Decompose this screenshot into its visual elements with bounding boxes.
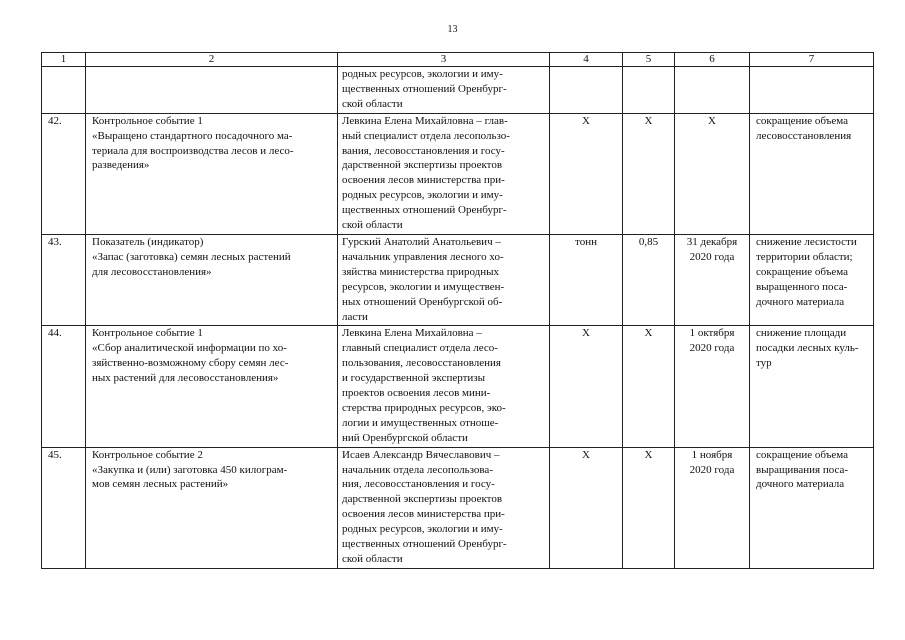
cell-text-line: Контрольное событие 1 — [92, 114, 203, 127]
cell-text-line: освоения лесов министерства при- — [342, 508, 505, 521]
cell-text-line: 1 ноября — [691, 448, 733, 461]
cell-text-line: «Сбор аналитической информации по хо- — [92, 342, 287, 355]
cell-text-line: мов семян лесных растений» — [92, 478, 229, 491]
value-cell: 0,85 — [623, 234, 675, 325]
page-number: 13 — [447, 24, 458, 35]
cell-text-line: Левкина Елена Михайловна – глав- — [342, 114, 508, 127]
cell-text-line: территории области; — [756, 250, 853, 263]
cell-text-line: Х — [708, 114, 716, 127]
event-cell — [86, 113, 338, 234]
row-number-cell: 42. — [42, 113, 86, 234]
cell-text-line: териала для воспроизводства лесов и лесо- — [92, 144, 294, 157]
date-cell — [675, 447, 750, 568]
cell-text-line: «Запас (заготовка) семян лесных растений — [92, 250, 291, 263]
cell-text-line: Контрольное событие 2 — [92, 448, 203, 461]
cell-text-line: вания, лесовосстановления и госу- — [342, 144, 505, 157]
cell-text-line: Левкина Елена Михайловна – — [342, 327, 482, 340]
risk-cell — [750, 113, 874, 234]
cell-text-line: ской области — [342, 553, 403, 565]
unit-cell: тонн — [550, 234, 623, 325]
date-cell — [675, 67, 750, 114]
header-cell: 7 — [750, 53, 874, 67]
cell-text-line: стерства природных ресурсов, эко- — [342, 401, 506, 414]
cell-text-line: проектов освоения лесов мини- — [342, 387, 491, 400]
cell-text-line: щественных отношений Оренбург- — [342, 204, 507, 217]
cell-text-line: сокращение объема — [756, 265, 849, 278]
cell-text-line: Гурский Анатолий Анатольевич – — [342, 235, 501, 248]
cell-text-line: главный специалист отдела лесо- — [342, 342, 498, 355]
cell-text-line: щественных отношений Оренбург- — [342, 82, 507, 95]
responsible-cell — [338, 447, 550, 568]
table-row — [42, 447, 874, 568]
table-row — [42, 113, 874, 234]
event-cell — [86, 67, 338, 114]
responsible-cell — [338, 326, 550, 447]
cell-text-line: тур — [756, 357, 772, 370]
cell-text-line: начальник отдела лесопользова- — [342, 463, 493, 476]
row-number-cell — [42, 67, 86, 114]
cell-text-line: дарственной экспертизы проектов — [342, 493, 503, 506]
cell-text-line: зяйственно-возможному сбору семян лес- — [92, 357, 289, 370]
cell-text-line: Исаев Александр Вячеславович – — [342, 448, 500, 461]
date-cell — [675, 234, 750, 325]
risk-cell — [750, 67, 874, 114]
document-table — [41, 52, 874, 569]
cell-text-line: ных растений для лесовосстановления» — [92, 372, 279, 385]
unit-cell: Х — [550, 447, 623, 568]
cell-text-line: 1 октября — [689, 327, 735, 340]
unit-cell: Х — [550, 113, 623, 234]
cell-text-line: 2020 года — [689, 342, 735, 355]
cell-text-line: ный специалист отдела лесопользо- — [342, 129, 510, 142]
cell-text-line: дарственной экспертизы проектов — [342, 159, 503, 172]
risk-cell — [750, 447, 874, 568]
cell-text-line: щественных отношений Оренбург- — [342, 538, 507, 551]
value-cell: Х — [623, 447, 675, 568]
cell-text-line: и государственной экспертизы — [342, 372, 486, 385]
cell-text-line: освоения лесов министерства при- — [342, 174, 505, 187]
unit-cell — [550, 67, 623, 114]
header-cell: 1 — [42, 53, 86, 67]
cell-text-line: сокращение объема — [756, 448, 849, 461]
cell-text-line: ных отношений Оренбургской об- — [342, 295, 503, 308]
cell-text-line: начальник управления лесного хо- — [342, 250, 504, 263]
cell-text-line: 2020 года — [689, 250, 735, 263]
risk-cell — [750, 234, 874, 325]
table-row — [42, 67, 874, 114]
responsible-cell — [338, 113, 550, 234]
cell-text-line: снижение площади — [756, 327, 847, 340]
header-cell: 3 — [338, 53, 550, 67]
cell-text-line: родных ресурсов, экологии и иму- — [342, 189, 503, 202]
header-cell: 5 — [623, 53, 675, 67]
responsible-cell — [338, 234, 550, 325]
table-row — [42, 326, 874, 447]
cell-text-line: лесовосстановления — [756, 129, 852, 142]
event-cell — [86, 234, 338, 325]
cell-text-line: дочного материала — [756, 295, 845, 308]
row-number-cell: 45. — [42, 447, 86, 568]
event-cell — [86, 447, 338, 568]
cell-text-line: Показатель (индикатор) — [92, 235, 204, 248]
cell-text-line: родных ресурсов, экологии и иму- — [342, 523, 503, 536]
cell-text-line: выращивания поса- — [756, 463, 849, 476]
unit-cell: Х — [550, 326, 623, 447]
date-cell — [675, 113, 750, 234]
cell-text-line: разведения» — [92, 159, 150, 172]
value-cell — [623, 67, 675, 114]
cell-text-line: для лесовосстановления» — [92, 265, 212, 278]
cell-text-line: сокращение объема — [756, 114, 849, 127]
row-number-cell: 43. — [42, 234, 86, 325]
value-cell: Х — [623, 326, 675, 447]
cell-text-line: ния, лесовосстановления и госу- — [342, 478, 495, 491]
cell-text-line: «Закупка и (или) заготовка 450 килограм- — [92, 463, 288, 476]
cell-text-line: ресурсов, экологии и имуществен- — [342, 280, 505, 293]
cell-text-line: 2020 года — [689, 463, 735, 476]
cell-text-line: ской области — [342, 97, 403, 110]
cell-text-line: пользования, лесовосстановления — [342, 357, 501, 370]
cell-text-line: ской области — [342, 219, 403, 232]
cell-text-line: дочного материала — [756, 478, 845, 491]
value-cell: Х — [623, 113, 675, 234]
risk-cell — [750, 326, 874, 447]
cell-text-line: посадки лесных куль- — [756, 342, 859, 355]
cell-text-line: снижение лесистости — [756, 235, 857, 248]
cell-text-line: родных ресурсов, экологии и иму- — [342, 68, 503, 80]
table-row — [42, 234, 874, 325]
cell-text-line: 31 декабря — [686, 235, 738, 248]
header-cell: 4 — [550, 53, 623, 67]
date-cell — [675, 326, 750, 447]
cell-text-line: ласти — [342, 310, 368, 323]
cell-text-line: логии и имущественных отноше- — [342, 416, 499, 429]
event-cell — [86, 326, 338, 447]
responsible-cell — [338, 67, 550, 114]
row-number-cell: 44. — [42, 326, 86, 447]
cell-text-line: «Выращено стандартного посадочного ма- — [92, 129, 293, 142]
header-cell: 2 — [86, 53, 338, 67]
cell-text-line: зяйства министерства природных — [342, 265, 500, 278]
table-header-row — [42, 53, 874, 67]
cell-text-line: выращенного поса- — [756, 280, 848, 293]
cell-text-line: ний Оренбургской области — [342, 431, 468, 444]
cell-text-line: Контрольное событие 1 — [92, 327, 203, 340]
header-cell: 6 — [675, 53, 750, 67]
